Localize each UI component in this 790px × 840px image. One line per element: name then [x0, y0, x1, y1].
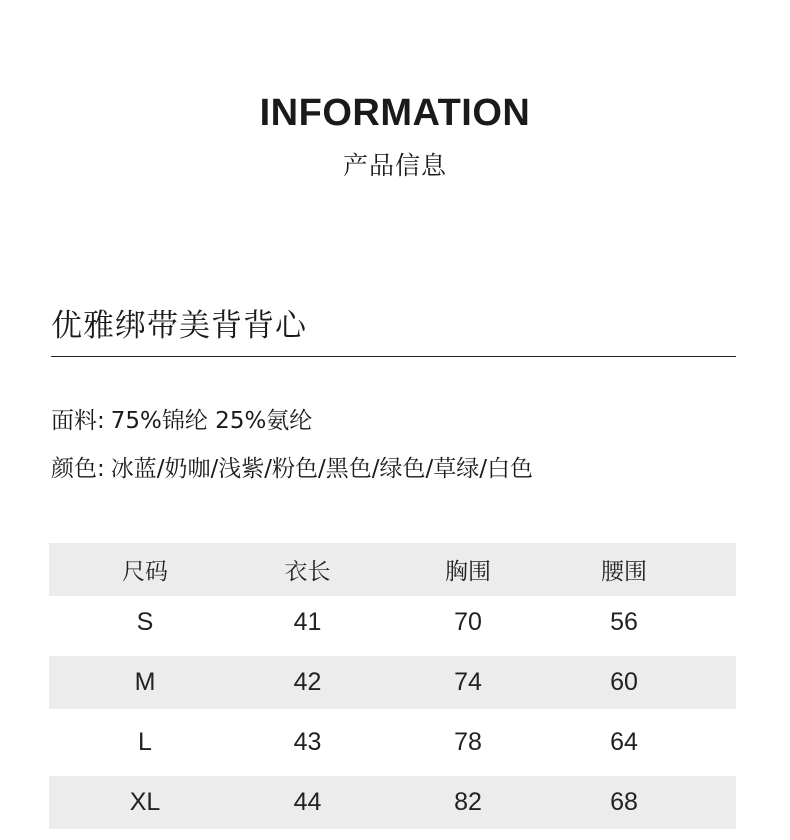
- cell-waist: 64: [610, 728, 638, 756]
- cell-waist: 56: [610, 608, 638, 636]
- cell-bust: 78: [454, 728, 482, 756]
- cell-length: 41: [293, 608, 322, 636]
- cell-bust: 74: [454, 668, 482, 696]
- table-row: [49, 776, 736, 829]
- cell-waist: 60: [610, 668, 638, 696]
- cell-size: S: [136, 608, 154, 636]
- header-spacer: [686, 543, 736, 596]
- size-table-header: [49, 543, 736, 596]
- cell-size: L: [138, 728, 152, 756]
- cell-bust: 82: [454, 788, 482, 816]
- header-length: 衣长: [284, 559, 331, 585]
- section-title-en: INFORMATION: [259, 92, 531, 134]
- section-title-cn: 产品信息: [342, 151, 447, 180]
- color-spec: [51, 450, 533, 483]
- table-row: [49, 716, 736, 769]
- table-row: [49, 596, 736, 649]
- header-bust: 胸围: [445, 559, 491, 585]
- cell-size: XL: [129, 788, 161, 816]
- cell-bust: 70: [454, 608, 482, 636]
- color-label: 颜色:: [51, 456, 105, 482]
- header-size: 尺码: [122, 559, 168, 585]
- cell-length: 42: [293, 668, 322, 696]
- fabric-value: 75%锦纶 25%氨纶: [110, 408, 313, 434]
- fabric-label: 面料:: [51, 408, 105, 434]
- title-divider: [51, 356, 736, 357]
- cell-length: 44: [293, 788, 322, 816]
- product-name: 优雅绑带美背背心: [51, 308, 307, 344]
- header-waist: 腰围: [601, 559, 647, 585]
- cell-waist: 68: [610, 788, 638, 816]
- fabric-spec: [51, 402, 312, 435]
- table-row: [49, 656, 736, 709]
- size-table: [49, 543, 736, 829]
- cell-size: M: [134, 668, 156, 696]
- color-value: 冰蓝/奶咖/浅紫/粉色/黑色/绿色/草绿/白色: [110, 456, 533, 482]
- cell-length: 43: [293, 728, 322, 756]
